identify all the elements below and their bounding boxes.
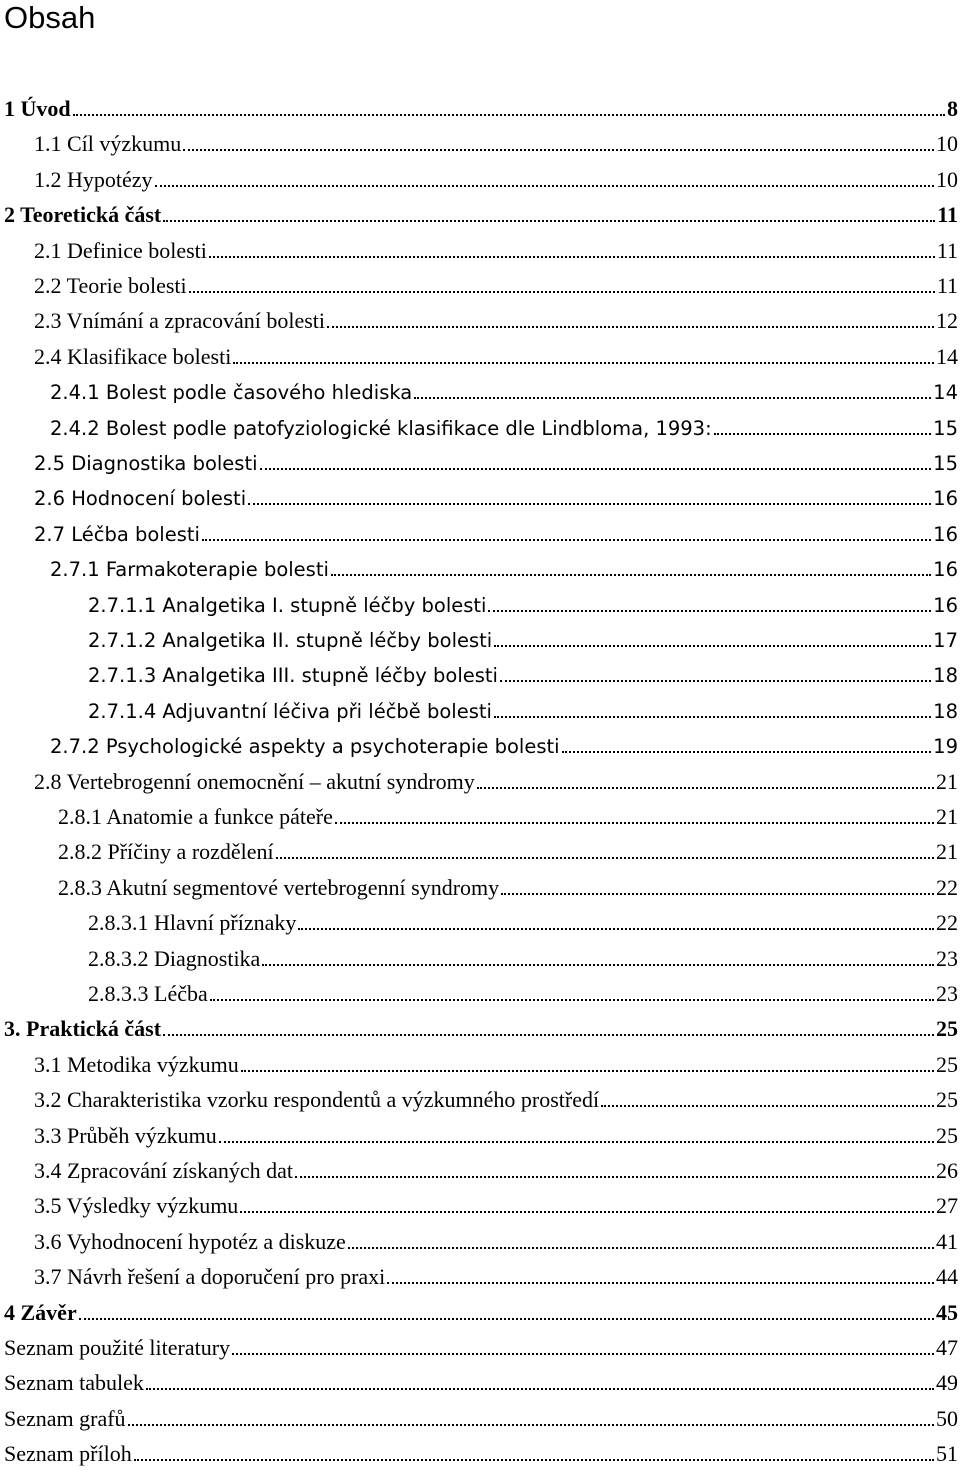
dot-leader bbox=[335, 798, 934, 824]
toc-entry[interactable] bbox=[4, 1400, 958, 1436]
toc-entry[interactable] bbox=[88, 586, 958, 622]
toc-entry-label: 2.7.1.1 Analgetika I. stupně léčby bolesti bbox=[88, 593, 487, 617]
dot-leader bbox=[202, 515, 931, 541]
toc-entry-label: 2.7.1 Farmakoterapie bolesti bbox=[50, 558, 329, 582]
toc-entry[interactable] bbox=[88, 975, 958, 1011]
dot-leader bbox=[128, 1400, 934, 1426]
dot-leader bbox=[327, 302, 934, 328]
toc-entry[interactable] bbox=[34, 1081, 958, 1117]
toc-entry-page-number: 21 bbox=[936, 768, 958, 794]
toc-entry-label: Seznam tabulek bbox=[4, 1370, 144, 1396]
toc-entry-label: 2 Teoretická část bbox=[4, 202, 162, 228]
toc-entry[interactable] bbox=[34, 1258, 958, 1294]
dot-leader bbox=[233, 338, 934, 364]
toc-entry[interactable] bbox=[34, 232, 958, 268]
dot-leader bbox=[248, 479, 931, 505]
toc-entry[interactable] bbox=[34, 1223, 958, 1259]
toc-entry-label: 3.6 Vyhodnocení hypotéz a diskuze bbox=[34, 1228, 346, 1254]
toc-entry-page-number: 44 bbox=[936, 1264, 958, 1290]
toc-entry-label: 2.6 Hodnocení bolesti bbox=[34, 487, 247, 511]
toc-entry-page-number: 11 bbox=[936, 237, 958, 263]
dot-leader bbox=[501, 869, 934, 895]
toc-entry-label: 2.7.1.3 Analgetika III. stupně léčby bolesti bbox=[88, 664, 498, 688]
dot-leader bbox=[488, 586, 931, 612]
toc-entry-page-number: 16 bbox=[933, 522, 958, 546]
toc-entry-page-number: 50 bbox=[936, 1405, 958, 1431]
dot-leader bbox=[163, 196, 935, 222]
toc-entry-page-number: 18 bbox=[933, 664, 958, 688]
dot-leader bbox=[241, 1046, 934, 1072]
toc-entry-label: 3.5 Výsledky výzkumu bbox=[34, 1193, 239, 1219]
toc-entry[interactable] bbox=[34, 763, 958, 799]
toc-entry-label: 2.7.2 Psychologické aspekty a psychoterapie bolesti bbox=[50, 735, 560, 759]
toc-entry-page-number: 22 bbox=[936, 910, 958, 936]
toc-entry-label: Seznam příloh bbox=[4, 1441, 132, 1467]
dot-leader bbox=[276, 833, 934, 859]
toc-entry[interactable] bbox=[34, 125, 958, 161]
dot-leader bbox=[714, 409, 932, 435]
toc-entry-label: 2.5 Diagnostika bolesti bbox=[34, 452, 258, 475]
dot-leader bbox=[183, 125, 934, 151]
dot-leader bbox=[163, 1010, 934, 1036]
toc-entry-page-number: 8 bbox=[947, 96, 958, 121]
toc-entry-page-number: 25 bbox=[936, 1051, 958, 1077]
toc-entry-page-number: 18 bbox=[933, 699, 958, 723]
toc-entry-label: 2.7.1.4 Adjuvantní léčiva při léčbě bolesti bbox=[88, 699, 492, 723]
toc-entry[interactable] bbox=[34, 161, 958, 197]
toc-entry[interactable] bbox=[34, 515, 958, 551]
toc-entry[interactable] bbox=[4, 90, 958, 126]
toc-entry[interactable] bbox=[58, 833, 958, 869]
toc-entry-label: 1 Úvod bbox=[4, 96, 71, 121]
toc-entry[interactable] bbox=[88, 904, 958, 940]
dot-leader bbox=[262, 940, 934, 966]
dot-leader bbox=[240, 1187, 934, 1213]
toc-entry-page-number: 27 bbox=[936, 1193, 958, 1219]
toc-entry-page-number: 25 bbox=[936, 1087, 958, 1113]
toc-entry-page-number: 19 bbox=[933, 735, 958, 759]
toc-entry-page-number: 10 bbox=[936, 166, 958, 192]
toc-entry-label: 2.7 Léčba bolesti bbox=[34, 522, 200, 546]
toc-entry[interactable] bbox=[34, 267, 958, 303]
toc-entry-page-number: 41 bbox=[936, 1228, 958, 1254]
dot-leader bbox=[219, 1117, 934, 1143]
dot-leader bbox=[387, 1258, 934, 1284]
toc-entry[interactable] bbox=[50, 373, 958, 409]
toc-entry-page-number: 14 bbox=[933, 381, 958, 405]
toc-entry-page-number: 11 bbox=[937, 202, 958, 228]
dot-leader bbox=[494, 621, 931, 647]
toc-entry-label: 3.4 Zpracování získaných dat bbox=[34, 1158, 294, 1183]
dot-leader bbox=[155, 161, 934, 187]
toc-entry-page-number: 14 bbox=[936, 343, 958, 369]
toc-entry-page-number: 16 bbox=[933, 487, 958, 511]
toc-entry-label: 2.4.2 Bolest podle patofyziologické klasifikace dle Lindbloma, 1993: bbox=[50, 416, 712, 440]
dot-leader bbox=[298, 904, 934, 930]
dot-leader bbox=[189, 267, 935, 293]
toc-entry[interactable] bbox=[50, 550, 958, 586]
toc-entry-label: 2.4 Klasifikace bolesti bbox=[34, 343, 232, 369]
toc-entry-label: 1.2 Hypotézy bbox=[34, 166, 153, 192]
dot-leader bbox=[73, 90, 945, 116]
toc-entry-page-number: 26 bbox=[936, 1158, 958, 1183]
toc-entry-page-number: 15 bbox=[933, 416, 958, 440]
toc-entry[interactable] bbox=[88, 940, 958, 976]
toc-entry[interactable] bbox=[4, 1294, 958, 1330]
toc-entry-page-number: 49 bbox=[936, 1370, 958, 1396]
toc-entry-label: 2.8.2 Příčiny a rozdělení bbox=[58, 839, 274, 865]
toc-entry-page-number: 23 bbox=[936, 945, 958, 971]
toc-entry[interactable] bbox=[58, 869, 958, 905]
toc-entry[interactable] bbox=[34, 1117, 958, 1153]
dot-leader bbox=[562, 727, 932, 753]
toc-entry-label: 2.8.3 Akutní segmentové vertebrogenní syndromy bbox=[58, 874, 500, 900]
toc-entry-page-number: 11 bbox=[936, 273, 958, 298]
dot-leader bbox=[348, 1223, 934, 1249]
toc-entry[interactable] bbox=[4, 1435, 958, 1471]
toc-entry[interactable] bbox=[34, 338, 958, 374]
toc-entry[interactable] bbox=[4, 196, 958, 232]
toc-entry-label: 2.8.3.2 Diagnostika bbox=[88, 945, 261, 971]
toc-entry-label: 2.7.1.2 Analgetika II. stupně léčby bolesti bbox=[88, 629, 493, 652]
dot-leader bbox=[79, 1294, 934, 1320]
toc-entry-label: 1.1 Cíl výzkumu bbox=[34, 131, 182, 157]
toc-entry-label: Seznam použité literatury bbox=[4, 1335, 231, 1360]
toc-entry-label: 2.8.3.1 Hlavní příznaky bbox=[88, 910, 297, 936]
dot-leader bbox=[210, 975, 934, 1001]
dot-leader bbox=[414, 373, 931, 399]
dot-leader bbox=[500, 656, 931, 682]
toc-entry[interactable] bbox=[50, 409, 958, 445]
toc-entry-page-number: 25 bbox=[936, 1122, 958, 1148]
toc-entry-page-number: 51 bbox=[936, 1441, 958, 1467]
toc-entry-page-number: 17 bbox=[933, 629, 958, 652]
toc-entry-page-number: 10 bbox=[936, 131, 958, 157]
toc-entry[interactable] bbox=[4, 1010, 958, 1046]
toc-entry-label: 2.8.3.3 Léčba bbox=[88, 981, 208, 1006]
dot-leader bbox=[260, 444, 932, 470]
toc-entry-label: 2.3 Vnímání a zpracování bolesti bbox=[34, 308, 326, 334]
dot-leader bbox=[494, 692, 931, 718]
toc-entry-label: 2.8.1 Anatomie a funkce páteře bbox=[58, 804, 333, 829]
toc-entry[interactable] bbox=[34, 1046, 958, 1082]
toc-entry-page-number: 21 bbox=[936, 804, 958, 829]
dot-leader bbox=[146, 1364, 934, 1390]
toc-entry-label: 3.7 Návrh řešení a doporučení pro praxi bbox=[34, 1264, 386, 1290]
toc-entry-label: 3. Praktická část bbox=[4, 1016, 162, 1042]
toc-entry[interactable] bbox=[4, 1329, 958, 1365]
toc-entry[interactable] bbox=[34, 479, 958, 515]
toc-entry[interactable] bbox=[88, 656, 958, 692]
toc-entry-page-number: 21 bbox=[936, 839, 958, 865]
toc-entry-page-number: 25 bbox=[936, 1016, 958, 1042]
toc-entry[interactable] bbox=[58, 798, 958, 834]
toc-entry-label: 2.1 Definice bolesti bbox=[34, 237, 207, 263]
toc-entry-label: 2.2 Teorie bolesti bbox=[34, 273, 187, 298]
dot-leader bbox=[209, 232, 935, 258]
dot-leader bbox=[295, 1152, 934, 1178]
toc-entry-label: Seznam grafů bbox=[4, 1405, 126, 1431]
dot-leader bbox=[601, 1081, 934, 1107]
toc-entry[interactable] bbox=[88, 692, 958, 728]
toc-entry[interactable] bbox=[34, 444, 958, 480]
toc-entry[interactable] bbox=[88, 621, 958, 657]
toc-entry-page-number: 45 bbox=[936, 1299, 958, 1325]
toc-entry-label: 3.1 Metodika výzkumu bbox=[34, 1051, 239, 1077]
toc-entry[interactable] bbox=[4, 1364, 958, 1400]
toc-entry[interactable] bbox=[34, 1187, 958, 1223]
toc-entry[interactable] bbox=[34, 1152, 958, 1188]
toc-entry-page-number: 23 bbox=[936, 981, 958, 1006]
toc-entry-page-number: 47 bbox=[936, 1335, 958, 1360]
toc-entry[interactable] bbox=[50, 727, 958, 763]
dot-leader bbox=[134, 1435, 934, 1461]
toc-entry-label: 2.8 Vertebrogenní onemocnění – akutní syndromy bbox=[34, 768, 475, 794]
toc-entry-page-number: 12 bbox=[936, 308, 958, 334]
dot-leader bbox=[477, 763, 934, 789]
toc-entry-page-number: 15 bbox=[933, 452, 958, 475]
toc-entry-label: 4 Závěr bbox=[4, 1299, 77, 1325]
toc-entry-page-number: 16 bbox=[933, 558, 958, 582]
toc-entry-label: 3.2 Charakteristika vzorku respondentů a výzkumného prostředí bbox=[34, 1087, 600, 1113]
page-title: Obsah bbox=[4, 0, 96, 35]
toc-entry-page-number: 22 bbox=[936, 874, 958, 900]
dot-leader bbox=[232, 1329, 934, 1355]
toc-entry-label: 2.4.1 Bolest podle časového hlediska bbox=[50, 381, 413, 405]
toc-entry-label: 3.3 Průběh výzkumu bbox=[34, 1122, 217, 1148]
toc-entry[interactable] bbox=[34, 302, 958, 338]
toc-entry-page-number: 16 bbox=[933, 593, 958, 617]
dot-leader bbox=[331, 550, 931, 576]
